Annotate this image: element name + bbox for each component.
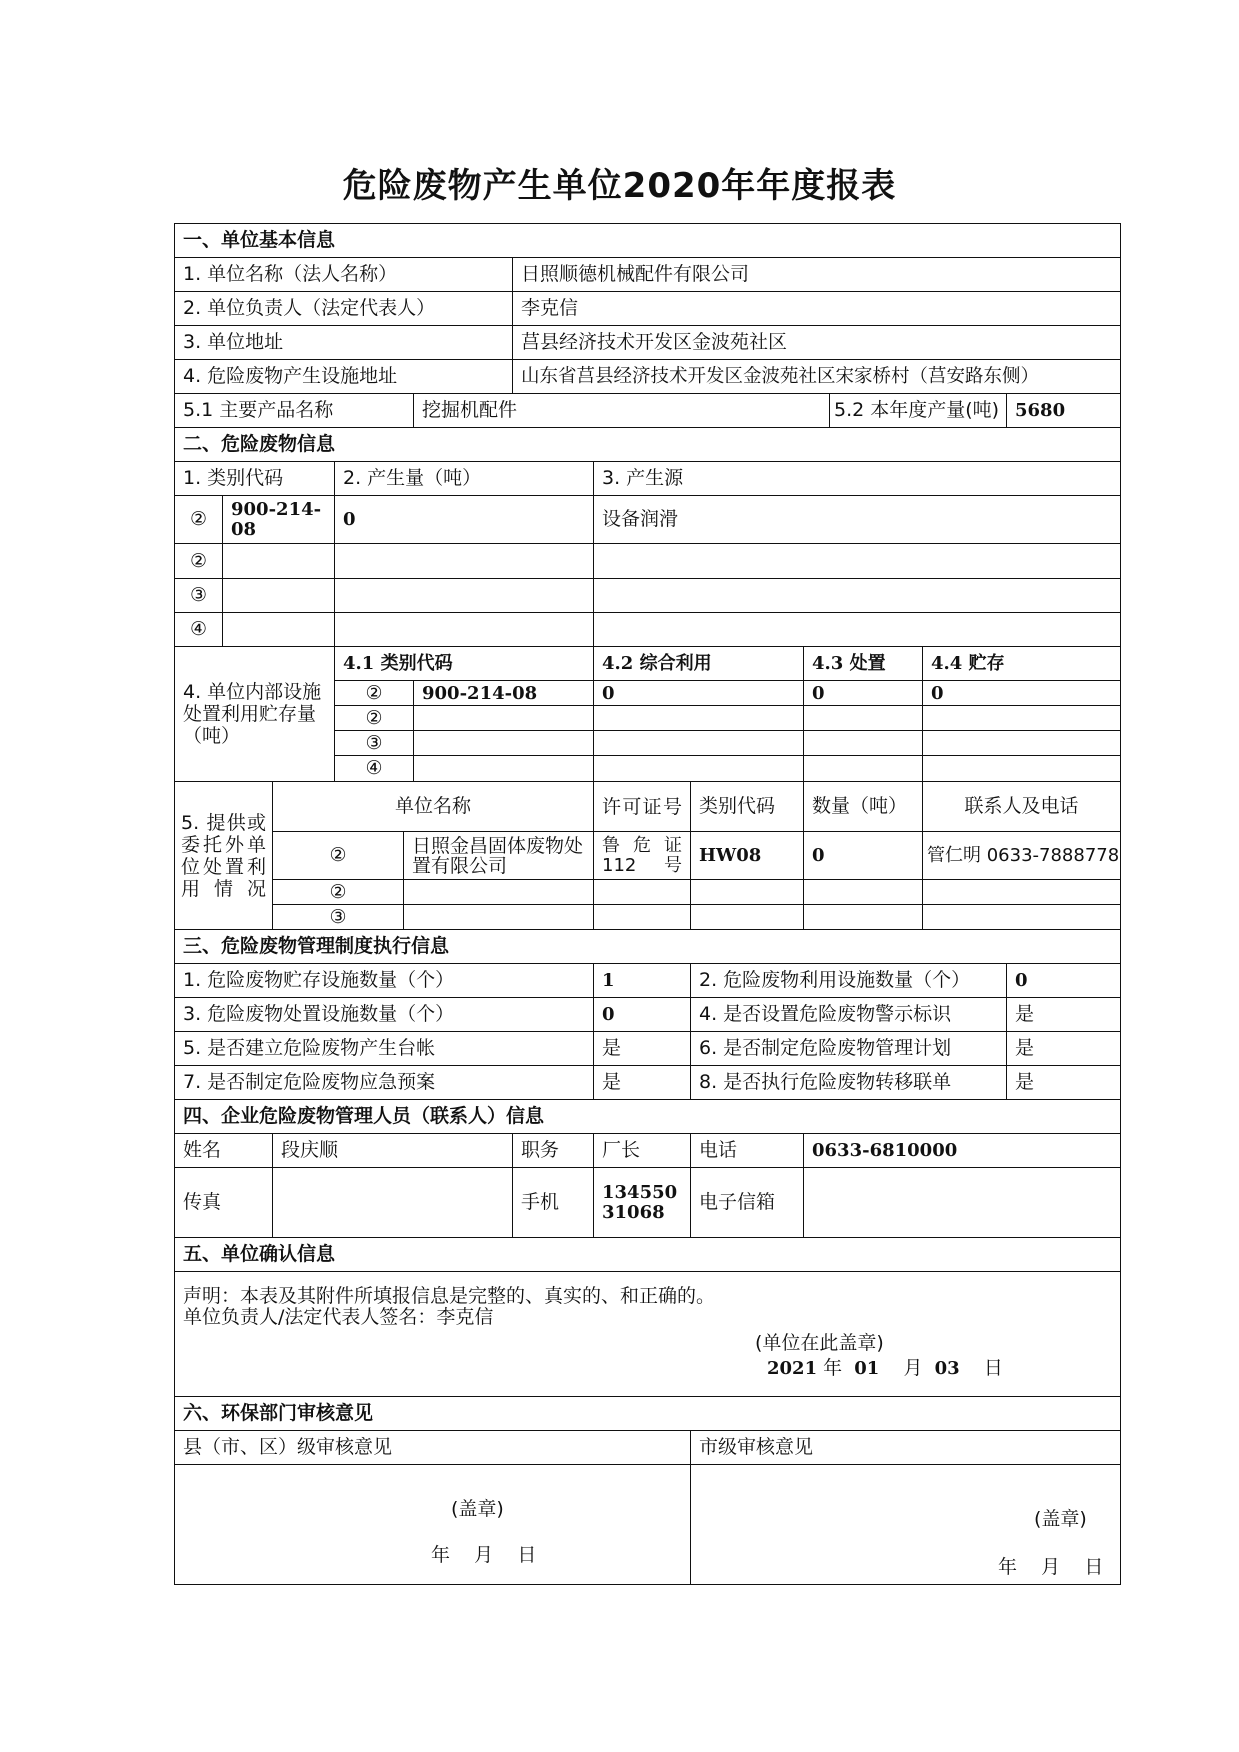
row-mark: ② <box>335 706 414 731</box>
confirm-date <box>767 1358 1003 1379</box>
county-review-label: 县（市、区）级审核意见 <box>175 1431 691 1465</box>
internal-use <box>594 706 804 731</box>
basic-info-row <box>175 360 1121 394</box>
management-label: 5. 是否建立危险废物产生台帐 <box>175 1032 594 1066</box>
confirmation-row <box>175 1272 1121 1397</box>
entrust-name <box>404 880 594 905</box>
internal-dispose <box>804 756 923 782</box>
entrust-code: HW08 <box>691 832 804 880</box>
unit-seal: (单位在此盖章) <box>755 1332 884 1354</box>
page-title: 危险废物产生单位2020年年度报表 <box>342 166 897 206</box>
entrust-row <box>175 880 1121 905</box>
management-value: 是 <box>1007 1066 1121 1100</box>
internal-store <box>923 706 1121 731</box>
entrust-contact <box>923 880 1121 905</box>
post-value: 厂长 <box>594 1134 691 1168</box>
row-mark: ② <box>273 880 404 905</box>
waste-code <box>223 613 335 647</box>
entrust-qty: 0 <box>804 832 923 880</box>
category-code-header: 1. 类别代码 <box>175 462 335 496</box>
management-label: 1. 危险废物贮存设施数量（个） <box>175 964 594 998</box>
facility-address-value: 山东省莒县经济技术开发区金波苑社区宋家桥村（莒安路东侧） <box>513 360 1121 394</box>
product-label: 5.1 主要产品名称 <box>175 394 414 428</box>
entrust-qty <box>804 905 923 930</box>
entrust-contact <box>923 905 1121 930</box>
city-seal: (盖章) <box>1034 1508 1087 1530</box>
management-value: 是 <box>1007 998 1121 1032</box>
management-label: 6. 是否制定危险废物管理计划 <box>691 1032 1007 1066</box>
internal-code <box>414 706 594 731</box>
internal-header-row <box>175 647 1121 681</box>
waste-row <box>175 496 1121 544</box>
internal-use <box>594 756 804 782</box>
phone-label: 电话 <box>691 1134 804 1168</box>
legal-rep-label: 2. 单位负责人（法定代表人） <box>175 292 513 326</box>
confirm-day: 03 <box>934 1358 960 1379</box>
internal-dispose <box>804 706 923 731</box>
entrust-license: 鲁危证112号 <box>594 832 691 880</box>
waste-source <box>594 544 1121 579</box>
entrust-license <box>594 880 691 905</box>
basic-info-row <box>175 292 1121 326</box>
waste-header-row <box>175 462 1121 496</box>
management-value: 0 <box>594 998 691 1032</box>
management-label: 7. 是否制定危险废物应急预案 <box>175 1066 594 1100</box>
section-5-header: 五、单位确认信息 <box>175 1238 1121 1272</box>
product-value: 挖掘机配件 <box>414 394 830 428</box>
management-label: 8. 是否执行危险废物转移联单 <box>691 1066 1007 1100</box>
management-row <box>175 1032 1121 1066</box>
county-review-cell <box>175 1465 691 1585</box>
review-header-row <box>175 1431 1121 1465</box>
phone-value: 0633-6810000 <box>804 1134 1121 1168</box>
row-mark: ③ <box>273 905 404 930</box>
legal-rep-value: 李克信 <box>513 292 1121 326</box>
row-mark: ② <box>175 496 223 544</box>
entrust-code <box>691 880 804 905</box>
waste-amount <box>335 579 594 613</box>
waste-code <box>223 544 335 579</box>
internal-col-dispose: 4.3 处置 <box>804 647 923 681</box>
signer-label: 单位负责人/法定代表人签名： <box>183 1306 437 1328</box>
output-label: 5.2 本年度产量(吨) <box>830 394 1007 428</box>
internal-dispose: 0 <box>804 681 923 706</box>
management-value: 是 <box>594 1032 691 1066</box>
county-date: 年 月 日 <box>431 1544 537 1566</box>
entrust-row <box>175 905 1121 930</box>
entrust-code <box>691 905 804 930</box>
entrust-contact: 管仁明 0633-7888778 <box>923 832 1121 880</box>
month-char: 月 <box>903 1357 923 1379</box>
year-char: 年 <box>823 1357 843 1379</box>
unit-name-label: 1. 单位名称（法人名称） <box>175 258 513 292</box>
internal-code <box>414 756 594 782</box>
mobile-label: 手机 <box>513 1168 594 1238</box>
contact-row <box>175 1168 1121 1238</box>
entrust-col-code: 类别代码 <box>691 782 804 832</box>
internal-col-store: 4.4 贮存 <box>923 647 1121 681</box>
basic-info-row <box>175 326 1121 360</box>
row-mark: ③ <box>175 579 223 613</box>
source-header: 3. 产生源 <box>594 462 1121 496</box>
internal-col-use: 4.2 综合利用 <box>594 647 804 681</box>
entrust-col-qty: 数量（吨） <box>804 782 923 832</box>
email-label: 电子信箱 <box>691 1168 804 1238</box>
entrust-label: 5. 提供或委托外单位处置利用情况 <box>175 782 273 930</box>
internal-store <box>923 731 1121 756</box>
row-mark: ② <box>335 681 414 706</box>
waste-row <box>175 544 1121 579</box>
section-2-header: 二、危险废物信息 <box>175 428 1121 462</box>
fax-value <box>273 1168 513 1238</box>
section-4-header: 四、企业危险废物管理人员（联系人）信息 <box>175 1100 1121 1134</box>
confirm-year: 2021 <box>767 1358 818 1379</box>
county-seal: (盖章) <box>451 1498 504 1520</box>
day-char: 日 <box>983 1357 1003 1379</box>
annual-report-form <box>174 223 1121 1585</box>
confirm-month: 01 <box>854 1358 880 1379</box>
entrust-qty <box>804 880 923 905</box>
waste-amount <box>335 544 594 579</box>
product-row <box>175 394 1121 428</box>
signer-name: 李克信 <box>436 1306 494 1328</box>
unit-name-value: 日照顺德机械配件有限公司 <box>513 258 1121 292</box>
waste-source: 设备润滑 <box>594 496 1121 544</box>
signer-line <box>183 1307 1112 1328</box>
entrust-col-name: 单位名称 <box>273 782 594 832</box>
waste-row <box>175 613 1121 647</box>
internal-use <box>594 731 804 756</box>
management-label: 3. 危险废物处置设施数量（个） <box>175 998 594 1032</box>
management-row <box>175 1066 1121 1100</box>
internal-store <box>923 756 1121 782</box>
management-label: 4. 是否设置危险废物警示标识 <box>691 998 1007 1032</box>
confirmation-cell <box>175 1272 1121 1397</box>
entrust-col-contact: 联系人及电话 <box>923 782 1121 832</box>
entrust-row <box>175 832 1121 880</box>
contact-row <box>175 1134 1121 1168</box>
facility-address-label: 4. 危险废物产生设施地址 <box>175 360 513 394</box>
name-value: 段庆顺 <box>273 1134 513 1168</box>
basic-info-row <box>175 258 1121 292</box>
review-row <box>175 1465 1121 1585</box>
internal-col-code: 4.1 类别代码 <box>335 647 594 681</box>
management-row <box>175 964 1121 998</box>
waste-source <box>594 579 1121 613</box>
section-6-header: 六、环保部门审核意见 <box>175 1397 1121 1431</box>
row-mark: ④ <box>335 756 414 782</box>
management-value: 是 <box>594 1066 691 1100</box>
waste-row <box>175 579 1121 613</box>
entrust-col-license: 许可证号 <box>594 782 691 832</box>
city-review-label: 市级审核意见 <box>691 1431 1121 1465</box>
management-label: 2. 危险废物利用设施数量（个） <box>691 964 1007 998</box>
unit-address-label: 3. 单位地址 <box>175 326 513 360</box>
email-value <box>804 1168 1121 1238</box>
mobile-value: 13455031068 <box>594 1168 691 1238</box>
internal-disposal-label: 4. 单位内部设施处置利用贮存量（吨） <box>175 647 335 782</box>
output-value: 5680 <box>1007 394 1121 428</box>
internal-dispose <box>804 731 923 756</box>
amount-header: 2. 产生量（吨） <box>335 462 594 496</box>
waste-source <box>594 613 1121 647</box>
management-value: 0 <box>1007 964 1121 998</box>
internal-use: 0 <box>594 681 804 706</box>
section-3-header: 三、危险废物管理制度执行信息 <box>175 930 1121 964</box>
section-1-header: 一、单位基本信息 <box>175 224 1121 258</box>
management-value: 1 <box>594 964 691 998</box>
internal-code: 900-214-08 <box>414 681 594 706</box>
statement: 声明：本表及其附件所填报信息是完整的、真实的、和正确的。 <box>183 1285 716 1307</box>
fax-label: 传真 <box>175 1168 273 1238</box>
row-mark: ④ <box>175 613 223 647</box>
management-value: 是 <box>1007 1032 1121 1066</box>
entrust-license <box>594 905 691 930</box>
entrust-header-row <box>175 782 1121 832</box>
name-label: 姓名 <box>175 1134 273 1168</box>
entrust-name <box>404 905 594 930</box>
row-mark: ② <box>273 832 404 880</box>
city-date: 年 月 日 <box>998 1556 1104 1578</box>
internal-code <box>414 731 594 756</box>
waste-code: 900-214-08 <box>223 496 335 544</box>
row-mark: ② <box>175 544 223 579</box>
unit-address-value: 莒县经济技术开发区金波苑社区 <box>513 326 1121 360</box>
entrust-name: 日照金昌固体废物处置有限公司 <box>404 832 594 880</box>
waste-amount <box>335 613 594 647</box>
internal-store: 0 <box>923 681 1121 706</box>
management-row <box>175 998 1121 1032</box>
waste-amount: 0 <box>335 496 594 544</box>
city-review-cell <box>691 1465 1121 1585</box>
waste-code <box>223 579 335 613</box>
post-label: 职务 <box>513 1134 594 1168</box>
row-mark: ③ <box>335 731 414 756</box>
